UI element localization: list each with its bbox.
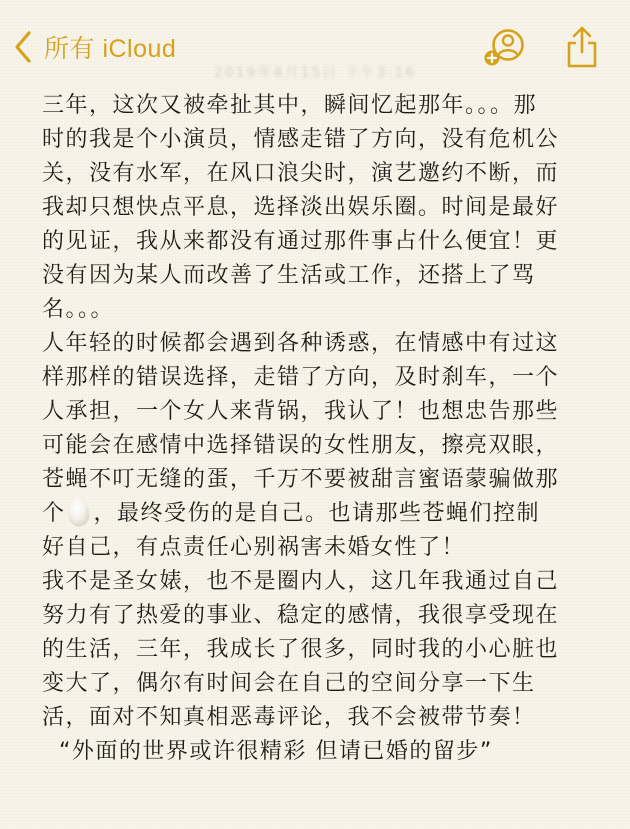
note-body[interactable] xyxy=(42,89,602,769)
egg-line-after: ，最终受伤的是自己。也请那些苍蝇们控制 xyxy=(93,501,541,526)
note-line: 没有因为某人而改善了生活或工作，还搭上了骂 xyxy=(42,263,536,288)
note-line: 我不是圣女婊，也不是圈内人，这几年我通过自己 xyxy=(42,569,560,594)
note-line: 我却只想快点平息，选择淡出娱乐圈。时间是最好 xyxy=(42,195,560,220)
note-line-with-egg xyxy=(42,497,602,531)
note-line: 三年，这次又被牵扯其中，瞬间忆起那年。。。那 xyxy=(42,93,538,118)
note-line: 人承担，一个女人来背锅，我认了！也想忠告那些 xyxy=(42,399,560,424)
note-line: 关，没有水军，在风口浪尖时，演艺邀约不断，而 xyxy=(42,161,560,186)
note-line: 的生活，三年，我成长了很多，同时我的小心脏也 xyxy=(42,637,560,662)
note-line: 样那样的错误选择，走错了方向，及时刹车，一个 xyxy=(42,365,560,390)
egg-line-before: 个 xyxy=(42,501,66,526)
note-line: 人年轻的时候都会遇到各种诱惑，在情感中有过这 xyxy=(42,331,560,356)
note-quote-line: “外面的世界或许很精彩 但请已婚的留步” xyxy=(42,739,493,764)
note-line: 好自己，有点责任心别祸害未婚女性了！ xyxy=(42,535,466,560)
note-date-faint: 2019年4月15日 下午3:16 xyxy=(213,65,417,81)
note-line: 时的我是个小演员，情感走错了方向，没有危机公 xyxy=(42,127,560,152)
chevron-left-icon xyxy=(14,27,40,67)
note-line: 可能会在感情中选择错误的女性朋友，擦亮双眼， xyxy=(42,433,560,458)
egg-icon xyxy=(69,499,89,525)
note-line: 的见证，我从来都没有通过那件事占什么便宜！更 xyxy=(42,229,560,254)
note-line: 活，面对不知真相恶毒评论，我不会被带节奏！ xyxy=(42,705,536,730)
note-line: 名。。。 xyxy=(42,297,115,322)
note-line: 苍蝇不叮无缝的蛋，千万不要被甜言蜜语蒙骗做那 xyxy=(42,467,560,492)
note-line: 努力有了热爱的事业、稳定的感情，我很享受现在 xyxy=(42,603,560,628)
note-line: 变大了，偶尔有时间会在自己的空间分享一下生 xyxy=(42,671,536,696)
back-button-label: 所有 iCloud xyxy=(44,35,177,63)
